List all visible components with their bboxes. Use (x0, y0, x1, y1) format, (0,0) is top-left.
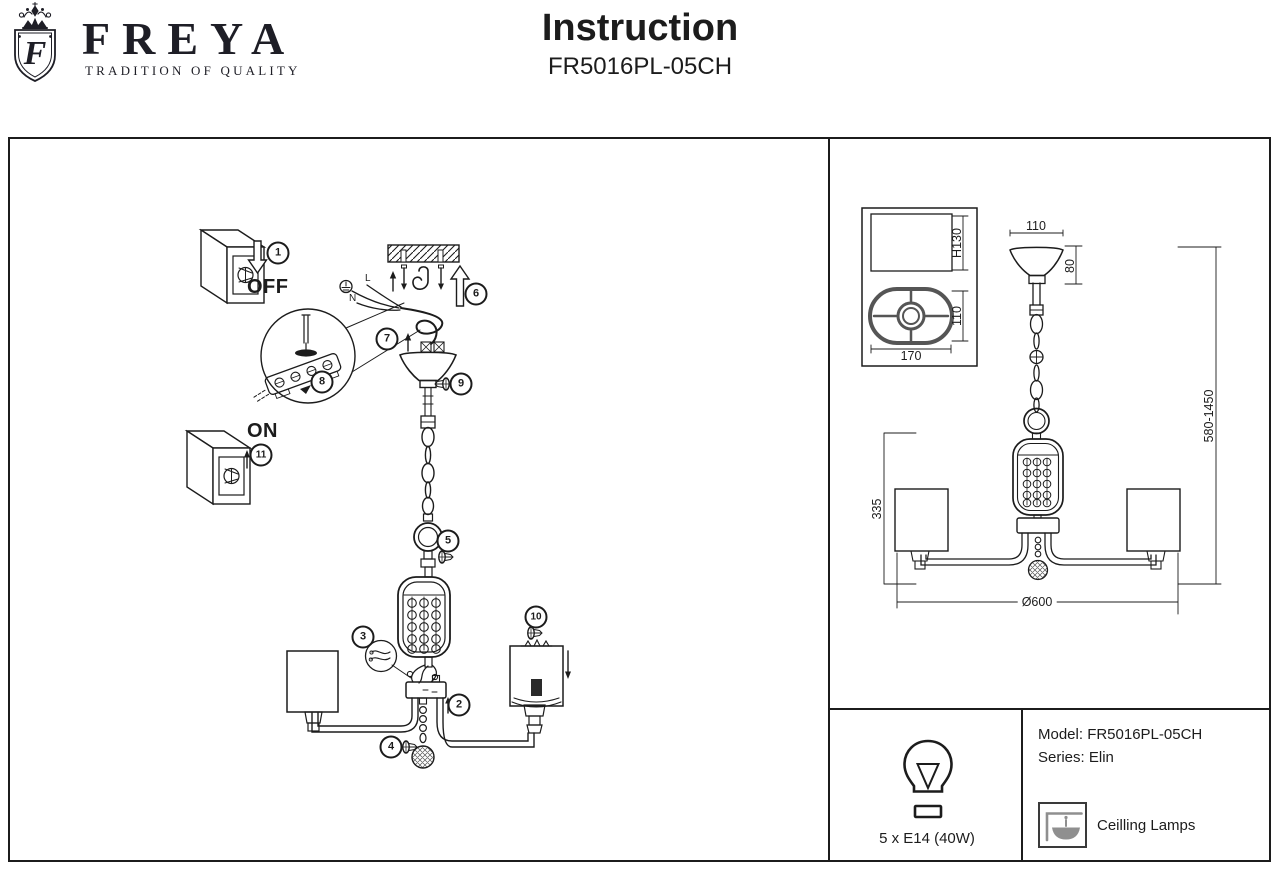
step-badge-3: 3 (352, 626, 375, 649)
brand-tagline: TRADITION OF QUALITY (85, 63, 301, 78)
ceiling-lamp-icon (1039, 803, 1086, 847)
bulb-icon (905, 741, 952, 817)
crystal-body-drawing (398, 577, 450, 657)
dim-canopy-width: 110 (1026, 218, 1046, 233)
dim-suspension-range: 580-1450 (1201, 389, 1216, 443)
model-line: Model: FR5016PL-05CH (1038, 726, 1203, 743)
left-arm-shade-drawing (287, 651, 418, 732)
wire-live-label: L (365, 273, 371, 284)
step-badge-1: 1 (267, 242, 290, 265)
step-badge-5: 5 (437, 530, 460, 553)
screw-5-icon (439, 551, 453, 563)
chain-drawing (422, 428, 434, 522)
ceiling-drawing (388, 245, 459, 262)
dim-shade-height: H130 (949, 228, 964, 258)
dim-fixture-height: 335 (869, 498, 884, 520)
step-badge-4: 4 (380, 736, 403, 759)
step-badge-2: 2 (448, 694, 471, 717)
category-label: Ceilling Lamps (1097, 817, 1196, 834)
step-badge-7: 7 (376, 328, 399, 351)
screw-10-icon (528, 627, 542, 639)
dim-shade-depth: 110 (949, 306, 964, 326)
hook-drawing (390, 265, 444, 291)
step-badge-9: 9 (450, 373, 473, 396)
series-line: Series: Elin (1038, 749, 1114, 766)
dim-canopy-height: 80 (1062, 259, 1077, 273)
logo-monogram: F (23, 35, 47, 72)
on-label: ON (247, 420, 278, 442)
off-label: OFF (247, 276, 289, 298)
right-arm-shade-drawing (437, 627, 571, 747)
wire-splice-magnifier-drawing (366, 641, 438, 684)
front-view-drawing (895, 247, 1180, 579)
step-badge-6: 6 (465, 283, 488, 306)
on-switch-drawing (187, 431, 250, 504)
brand-name: FREYA (82, 13, 297, 64)
terminal-magnifier-drawing (249, 303, 420, 406)
step-badge-8: 8 (311, 371, 334, 394)
page-title: Instruction (541, 7, 739, 49)
step-badge-11: 11 (250, 444, 273, 467)
dim-shade-width: 170 (900, 348, 922, 363)
dimension-lines (884, 230, 1221, 614)
step-badge-10: 10 (525, 606, 548, 629)
canopy-drawing (400, 352, 456, 428)
wire-neutral-label: N (349, 293, 357, 304)
dim-diameter: Ø600 (1018, 596, 1057, 609)
page-model-number: FR5016PL-05CH (547, 53, 733, 80)
ground-icon (340, 281, 352, 293)
bulb-spec-label: 5 x E14 (40W) (879, 830, 975, 847)
